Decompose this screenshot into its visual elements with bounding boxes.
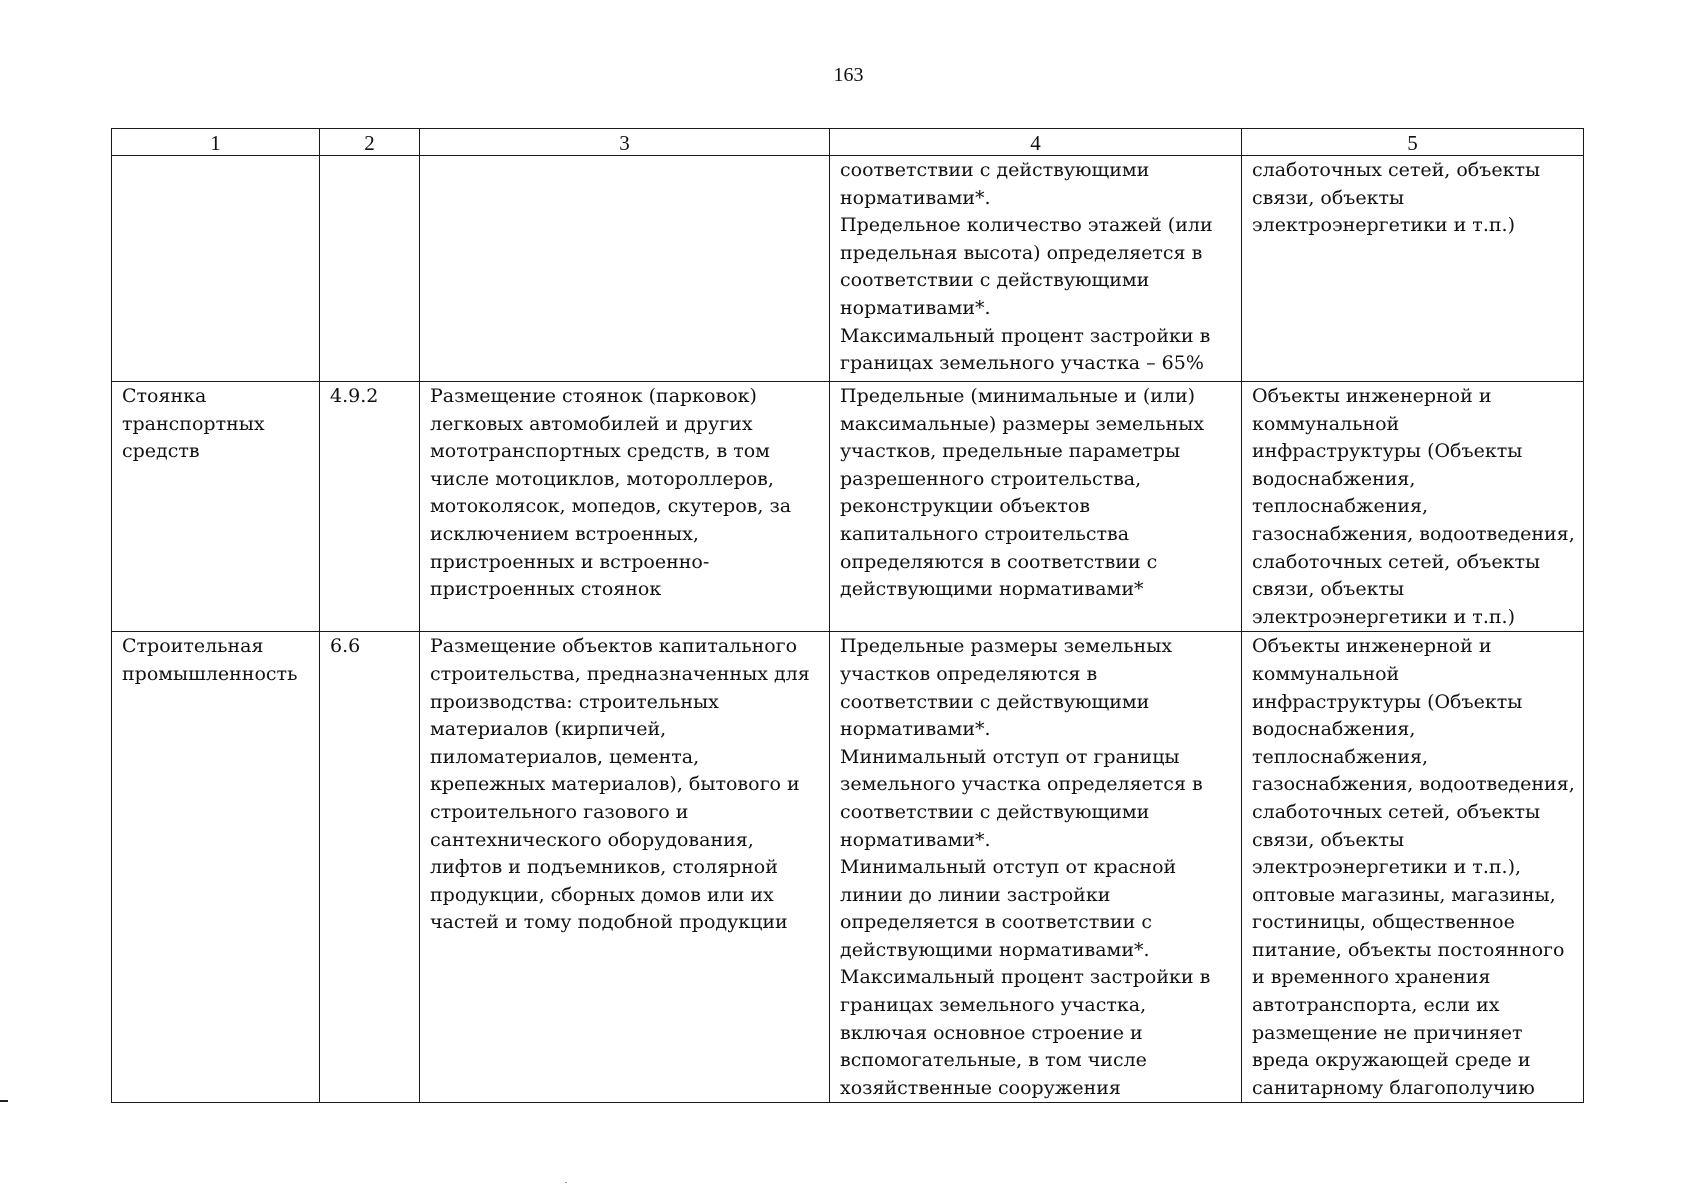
cell-text-line: Максимальный процент застройки в [840, 324, 1211, 347]
use-code-cell [320, 156, 420, 382]
cell-text-line: коммунальной [1252, 412, 1400, 435]
cell-text-line: средств [122, 440, 200, 463]
cell-text-line: мототранспортных средств, в том [430, 440, 770, 463]
cell-text-line: слаботочных сетей, объекты [1252, 550, 1541, 573]
cell-text-line: Объекты инженерной и [1252, 385, 1492, 407]
cell-text-line: лифтов и подъемников, столярной [430, 856, 778, 879]
cell-text-line: оптовые магазины, магазины, [1252, 883, 1556, 906]
cell-text-line: Размещение объектов капитального [430, 635, 798, 658]
cell-text-line: соответствии с действующими [840, 800, 1150, 823]
cell-text-line: теплоснабжения, [1252, 495, 1429, 518]
cell-text-line: гостиницы, общественное [1252, 911, 1515, 934]
use-description-cell [420, 632, 830, 1103]
cell-text-line: реконструкции объектов [840, 495, 1091, 518]
cell-text-line: Предельные (минимальные и (или) [840, 385, 1196, 407]
cell-text-line: предельная высота) определяется в [840, 241, 1203, 264]
cell-text-line: Минимальный отступ от границы [840, 745, 1180, 768]
parameters-cell [830, 382, 1242, 632]
cell-text-line: производства: строительных [430, 690, 719, 713]
cell-text-line: линии до линии застройки [840, 883, 1111, 906]
scan-speck [565, 1182, 567, 1183]
cell-text-line: строительного газового и [430, 800, 689, 823]
cell-text-line: границах земельного участка, [840, 994, 1147, 1017]
table-row [112, 156, 1584, 382]
table-row [112, 632, 1584, 1103]
margin-mark [0, 1100, 8, 1102]
cell-text-line: исключением встроенных, [430, 522, 699, 545]
cell-text-line: легковых автомобилей и других [430, 412, 753, 435]
cell-text-line: Максимальный процент застройки в [840, 966, 1211, 989]
cell-text-line: слаботочных сетей, объекты [1252, 800, 1541, 823]
column-header-5: 5 [1242, 129, 1584, 156]
cell-text-line: промышленность [122, 662, 298, 685]
cell-text-line: нормативами*. [840, 186, 991, 209]
cell-text-line: разрешенного строительства, [840, 467, 1142, 490]
cell-text-line: водоснабжения, [1252, 718, 1416, 741]
cell-text-line: коммунальной [1252, 662, 1400, 685]
column-header-1: 1 [112, 129, 320, 156]
cell-text-line: границах земельного участка – 65% [840, 352, 1204, 375]
cell-text-line: санитарному благополучию [1252, 1076, 1535, 1099]
cell-text-line: вспомогательные, в том числе [840, 1049, 1147, 1072]
cell-text-line: мотоколясок, мопедов, скутеров, за [430, 495, 792, 518]
cell-text-line: участков определяются в [840, 662, 1098, 685]
use-code-cell: 6.6 [320, 632, 420, 1103]
cell-text-line: связи, объекты [1252, 578, 1405, 601]
facilities-cell [1242, 156, 1584, 382]
cell-text-line: водоснабжения, [1252, 467, 1416, 490]
table-header-row [112, 129, 1584, 156]
cell-text-line: Размещение стоянок (парковок) [430, 385, 757, 407]
facilities-cell [1242, 382, 1584, 632]
cell-text-line: Предельное количество этажей (или [840, 214, 1213, 237]
cell-text-line: слаботочных сетей, объекты [1252, 159, 1541, 181]
cell-text-line: нормативами*. [840, 718, 991, 741]
cell-text-line: максимальные) размеры земельных [840, 412, 1205, 435]
cell-text-line: пристроенных и встроенно- [430, 550, 710, 573]
table-body [112, 156, 1584, 1103]
cell-text-line: нормативами*. [840, 296, 991, 319]
cell-text-line: инфраструктуры (Объекты [1252, 440, 1523, 463]
cell-text-line: Минимальный отступ от красной [840, 856, 1177, 879]
cell-text-line: транспортных [122, 412, 265, 435]
cell-text-line: определяются в соответствии с [840, 550, 1158, 573]
cell-text-line: частей и тому подобной продукции [430, 911, 788, 934]
cell-text-line: Строительная [122, 635, 264, 658]
use-name-cell [112, 382, 320, 632]
cell-text-line: электроэнергетики и т.п.) [1252, 214, 1515, 237]
cell-text-line: определяется в соответствии с [840, 911, 1153, 934]
cell-text-line: связи, объекты [1252, 186, 1405, 209]
cell-text-line: пиломатериалов, цемента, [430, 745, 700, 768]
cell-text-line: сантехнического оборудования, [430, 828, 754, 851]
cell-text-line: инфраструктуры (Объекты [1252, 690, 1523, 713]
cell-text-line: продукции, сборных домов или их [430, 883, 774, 906]
use-code-cell: 4.9.2 [320, 382, 420, 632]
column-header-2: 2 [320, 129, 420, 156]
cell-text-line: участков, предельные параметры [840, 440, 1181, 463]
use-name-cell [112, 156, 320, 382]
cell-text-line: теплоснабжения, [1252, 745, 1429, 768]
use-name-cell [112, 632, 320, 1103]
cell-text-line: крепежных материалов), бытового и [430, 773, 800, 796]
cell-text-line: соответствии с действующими [840, 690, 1150, 713]
use-description-cell [420, 156, 830, 382]
table-row [112, 382, 1584, 632]
cell-text-line: соответствии с действующими [840, 269, 1150, 292]
cell-text-line: Объекты инженерной и [1252, 635, 1492, 658]
cell-text-line: пристроенных стоянок [430, 578, 662, 601]
cell-text-line: материалов (кирпичей, [430, 718, 667, 741]
cell-text-line: нормативами*. [840, 828, 991, 851]
cell-text-line: газоснабжения, водоотведения, [1252, 522, 1575, 545]
parameters-cell [830, 156, 1242, 382]
cell-text-line: строительства, предназначенных для [430, 662, 810, 685]
cell-text-line: связи, объекты [1252, 828, 1405, 851]
cell-text-line: действующими нормативами* [840, 578, 1144, 601]
cell-text-line: питание, объекты постоянного [1252, 938, 1565, 961]
cell-text-line: электроэнергетики и т.п.) [1252, 605, 1515, 628]
cell-text-line: вреда окружающей среде и [1252, 1049, 1531, 1072]
facilities-cell [1242, 632, 1584, 1103]
cell-text-line: хозяйственные сооружения [840, 1076, 1121, 1099]
cell-text-line: земельного участка определяется в [840, 773, 1203, 796]
cell-text-line: действующими нормативами*. [840, 938, 1150, 961]
cell-text-line: газоснабжения, водоотведения, [1252, 773, 1575, 796]
cell-text-line: включая основное строение и [840, 1021, 1143, 1044]
page-number: 163 [833, 64, 864, 86]
column-header-4: 4 [830, 129, 1242, 156]
land-use-table [111, 128, 1584, 1103]
cell-text-line: и временного хранения [1252, 966, 1491, 989]
parameters-cell [830, 632, 1242, 1103]
cell-text-line: автотранспорта, если их [1252, 994, 1500, 1017]
cell-text-line: Стоянка [122, 385, 207, 407]
use-description-cell [420, 382, 830, 632]
cell-text-line: размещение не причиняет [1252, 1021, 1523, 1044]
cell-text-line: числе мотоциклов, мотороллеров, [430, 467, 774, 490]
cell-text-line: электроэнергетики и т.п.), [1252, 856, 1522, 879]
cell-text-line: соответствии с действующими [840, 159, 1150, 181]
cell-text-line: капитального строительства [840, 522, 1130, 545]
column-header-3: 3 [420, 129, 830, 156]
cell-text-line: Предельные размеры земельных [840, 635, 1173, 658]
